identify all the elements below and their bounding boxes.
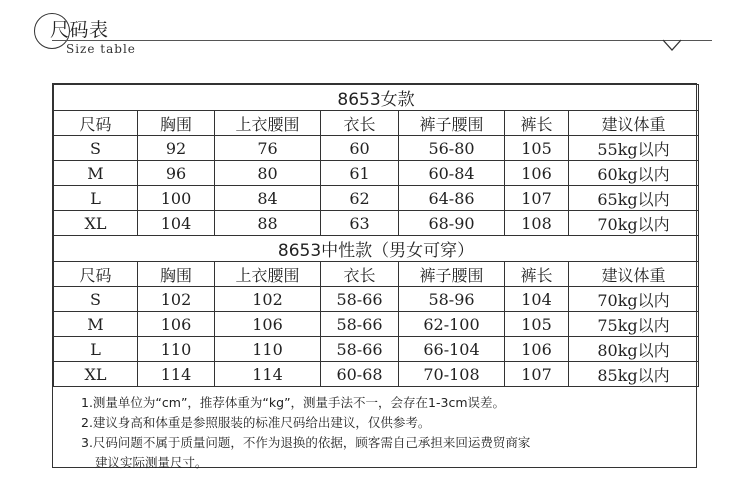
column-header: 建议体重	[569, 262, 699, 287]
column-header: 建议体重	[569, 111, 699, 136]
table-cell: 58-66	[321, 287, 399, 312]
table-cell: 65kg以内	[569, 186, 699, 211]
table-cell: S	[54, 287, 138, 312]
table-cell: 100	[138, 186, 215, 211]
table-cell: 106	[215, 312, 321, 337]
table-cell: 114	[215, 362, 321, 387]
table-cell: 107	[505, 186, 569, 211]
column-header: 裤长	[505, 262, 569, 287]
table-row	[54, 312, 699, 337]
table-cell: S	[54, 136, 138, 161]
chevron-down-icon	[662, 37, 682, 53]
table-cell: 107	[505, 362, 569, 387]
table-cell: 75kg以内	[569, 312, 699, 337]
table-cell: 85kg以内	[569, 362, 699, 387]
section-title-row	[54, 236, 699, 262]
table-cell: 62	[321, 186, 399, 211]
table-cell: 70kg以内	[569, 211, 699, 236]
table-cell: 70kg以内	[569, 287, 699, 312]
header-subtitle: Size table	[66, 42, 136, 56]
table-cell: 68-90	[399, 211, 505, 236]
note-1: 1.测量单位为“cm”，推荐体重为“kg”，测量手法不一，会存在1-3cm误差。	[81, 395, 506, 410]
table-cell: 60-84	[399, 161, 505, 186]
table-cell: 114	[138, 362, 215, 387]
table-cell: XL	[54, 362, 138, 387]
table-cell: 64-86	[399, 186, 505, 211]
table-cell: 110	[138, 337, 215, 362]
header-divider	[52, 40, 712, 41]
table-cell: 58-66	[321, 337, 399, 362]
table-cell: 80kg以内	[569, 337, 699, 362]
column-header: 胸围	[138, 262, 215, 287]
column-header: 尺码	[54, 111, 138, 136]
table-cell: L	[54, 186, 138, 211]
table-cell: 56-80	[399, 136, 505, 161]
table-cell: M	[54, 161, 138, 186]
table-cell: 108	[505, 211, 569, 236]
table-cell: 66-104	[399, 337, 505, 362]
table-cell: XL	[54, 211, 138, 236]
table-cell: 92	[138, 136, 215, 161]
table-cell: 105	[505, 312, 569, 337]
notes	[53, 387, 696, 473]
size-table-box	[52, 83, 697, 468]
table-cell: 58-66	[321, 312, 399, 337]
table-cell: 62-100	[399, 312, 505, 337]
table-cell: 106	[138, 312, 215, 337]
table-cell: 84	[215, 186, 321, 211]
table-cell: 106	[505, 161, 569, 186]
column-header-row	[54, 111, 699, 136]
table-cell: 105	[505, 136, 569, 161]
table-cell: 60kg以内	[569, 161, 699, 186]
table-row	[54, 211, 699, 236]
table-cell: 96	[138, 161, 215, 186]
header-title: 尺码表	[50, 19, 109, 41]
table-cell: 102	[215, 287, 321, 312]
table-cell: 80	[215, 161, 321, 186]
table-cell: 58-96	[399, 287, 505, 312]
column-header: 衣长	[321, 262, 399, 287]
table-cell: 61	[321, 161, 399, 186]
column-header: 衣长	[321, 111, 399, 136]
table-cell: 88	[215, 211, 321, 236]
column-header: 裤长	[505, 111, 569, 136]
table-row	[54, 337, 699, 362]
table-cell: 102	[138, 287, 215, 312]
column-header: 尺码	[54, 262, 138, 287]
table-cell: 76	[215, 136, 321, 161]
size-table-body	[54, 85, 699, 387]
size-table	[53, 84, 699, 387]
column-header: 裤子腰围	[399, 262, 505, 287]
table-row	[54, 287, 699, 312]
table-row	[54, 136, 699, 161]
section-title: 8653中性款（男女可穿）	[54, 236, 699, 262]
note-2: 2.建议身高和体重是参照服装的标准尺码给出建议，仅供参考。	[81, 415, 431, 430]
note-3-continued: 建议实际测量尺寸。	[95, 455, 208, 470]
table-row	[54, 186, 699, 211]
table-cell: 106	[505, 337, 569, 362]
table-cell: 104	[505, 287, 569, 312]
note-3: 3.尺码问题不属于质量问题，不作为退换的依据，顾客需自己承担来回运费贸商家	[81, 435, 531, 450]
section-title: 8653女款	[54, 85, 699, 111]
table-cell: 60	[321, 136, 399, 161]
table-cell: 70-108	[399, 362, 505, 387]
table-cell: 55kg以内	[569, 136, 699, 161]
column-header-row	[54, 262, 699, 287]
table-row	[54, 362, 699, 387]
table-cell: L	[54, 337, 138, 362]
column-header: 上衣腰围	[215, 262, 321, 287]
table-cell: 110	[215, 337, 321, 362]
column-header: 上衣腰围	[215, 111, 321, 136]
table-row	[54, 161, 699, 186]
section-title-row	[54, 85, 699, 111]
table-cell: 60-68	[321, 362, 399, 387]
column-header: 胸围	[138, 111, 215, 136]
table-cell: M	[54, 312, 138, 337]
table-cell: 104	[138, 211, 215, 236]
column-header: 裤子腰围	[399, 111, 505, 136]
table-cell: 63	[321, 211, 399, 236]
